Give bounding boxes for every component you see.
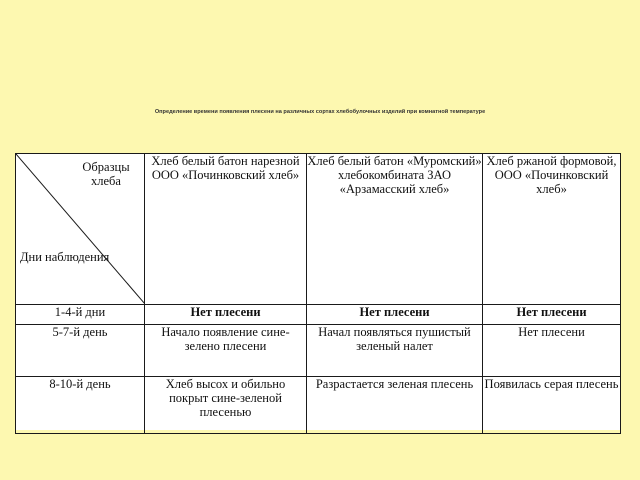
corner-samples-label: Образцы хлеба	[82, 160, 130, 188]
table-image	[15, 153, 620, 430]
corner-header-cell	[16, 154, 145, 305]
column-header-1: Хлеб белый батон нарезной ООО «Починковский хлеб»	[145, 154, 307, 305]
table-cell: Нет плесени	[483, 325, 621, 377]
table-cell: Начало появление сине-зелено плесени	[145, 325, 307, 377]
table-cell: Хлеб высох и обильно покрыт сине-зеленой плесенью	[145, 377, 307, 434]
table-cell: Начал появляться пушистый зеленый налет	[307, 325, 483, 377]
table-header-row	[16, 154, 621, 305]
column-header-3: Хлеб ржаной формовой, ООО «Починковский хлеб»	[483, 154, 621, 305]
table-cell: Нет плесени	[307, 305, 483, 325]
row-period-cell: 1-4-й дни	[16, 305, 145, 325]
table-row	[16, 305, 621, 325]
table-row	[16, 325, 621, 377]
table-cell: Появилась серая плесень	[483, 377, 621, 434]
row-period-cell: 8-10-й день	[16, 377, 145, 434]
table-cell: Нет плесени	[483, 305, 621, 325]
slide-title: Определение времени появления плесени на различных сортах хлебобулочных изделий при комнатной температуре	[154, 109, 486, 115]
observation-table	[15, 153, 621, 434]
column-header-2: Хлеб белый батон «Муромский» хлебокомбината ЗАО «Арзамасский хлеб»	[307, 154, 483, 305]
table-cell: Нет плесени	[145, 305, 307, 325]
corner-days-label: Дни наблюдения	[20, 250, 110, 264]
row-period-cell: 5-7-й день	[16, 325, 145, 377]
table-cell: Разрастается зеленая плесень	[307, 377, 483, 434]
table-row	[16, 377, 621, 434]
